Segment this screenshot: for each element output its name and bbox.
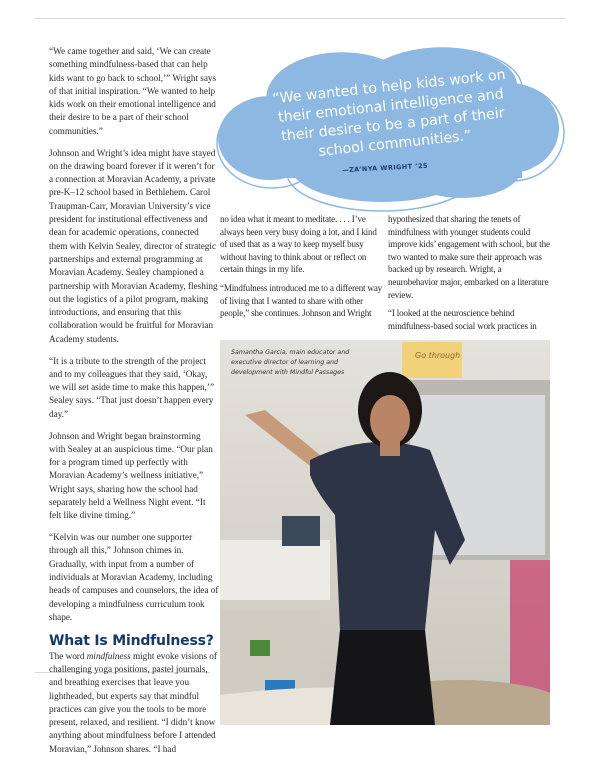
paragraph: “Kelvin was our number one supporter through all this,” Johnson chimes in. Gradually, with input from a number of individuals at Moravian Academy, including heads of campuses and counselors, the idea of developing a mindfulness curriculum took shape. bbox=[49, 532, 219, 622]
pull-quote-attribution: —ZA’NYA WRIGHT ’25 bbox=[341, 161, 429, 175]
paragraph: hypothesized that sharing the tenets of mindfulness with younger students could improve kids’ engagement with school, but the two wanted to make sure their approach was backed up by research. Wright, a neurobehavior major, embarked on a literature review. bbox=[388, 214, 550, 300]
text: might evoke visions of challenging yoga positions, pastel journals, and breathing exercises that leave you lightheaded, but experts say that mindful practices can give you the tools to be more present, relaxed, and resilient. “I didn’t know anything about mindfulness before I attended Moravian,” Johnson shares. “I had bbox=[49, 650, 217, 754]
classroom-photo bbox=[220, 340, 550, 725]
text: The word bbox=[49, 650, 87, 661]
paragraph: Johnson and Wright began brainstorming with Sealey at an auspicious time. “Our plan for a program timed up perfectly with Moravian Academy’s wellness initiative,” Wright says, sharing how the school had separately held a Wellness Night event. “It felt like divine timing.” bbox=[49, 430, 213, 521]
top-rule bbox=[35, 18, 565, 19]
wall-sign-text: Go through bbox=[415, 351, 461, 360]
photo-caption: Samantha Garcia, main educator and executive director of learning and development with Mindful Passages bbox=[231, 349, 350, 376]
emphasis: mindfulness bbox=[86, 650, 131, 661]
photo-illustration bbox=[220, 340, 550, 725]
wall-sign bbox=[402, 342, 462, 378]
paragraph: “Mindfulness introduced me to a different way of living that I wanted to share with other people,” she continues. Johnson and Wright bbox=[220, 282, 383, 319]
paragraph: “It is a tribute to the strength of the project and to my colleagues that they said, ‘Okay, we will set aside time to make this happen,’” Sealey says. “That just doesn’t happen every day.” bbox=[49, 355, 215, 419]
paragraph: “We came together and said, ‘We can create something mindfulness-based that can help kids want to go back to school,’” Wright says of that initial inspiration. “We wanted to help kids work on their emotional intelligence and their desire to be a part of their school communities.” bbox=[49, 46, 217, 136]
paragraph: no idea what it meant to meditate. . . . I’ve always been very busy doing a lot, and I kind of used that as a way to keep myself busy without having to think about or reflect on certain things in my life. bbox=[220, 214, 377, 275]
left-column bbox=[49, 45, 219, 765]
section-heading: What Is Mindfulness? bbox=[49, 632, 214, 649]
paragraph: Johnson and Wright’s idea might have stayed on the drawing board forever if it weren’t for a connection at Moravian Academy, a private pre-K–12 school based in Bethlehem. Carol Traupman-Carr, Moravian University’s vice president for institutional effectiveness and dean for academic operations, connected them with Kelvin Sealey, director of strategic partnerships and external programming at Moravian Academy. Sealey championed a partnership with Moravian Academy, fleshing out the logistics of a pilot program, making introductions, and ensuring that this collaboration would be fruitful for Moravian Academy students. bbox=[49, 147, 218, 344]
paragraph bbox=[49, 650, 219, 756]
middle-column bbox=[220, 213, 384, 326]
right-column bbox=[388, 213, 553, 338]
pull-quote-text: “We wanted to help kids work on their emotional intelligence and their desire to be a part of their school communities.” bbox=[271, 66, 507, 160]
paragraph: “I looked at the neuroscience behind mindfulness-based social work practices in bbox=[388, 308, 537, 331]
